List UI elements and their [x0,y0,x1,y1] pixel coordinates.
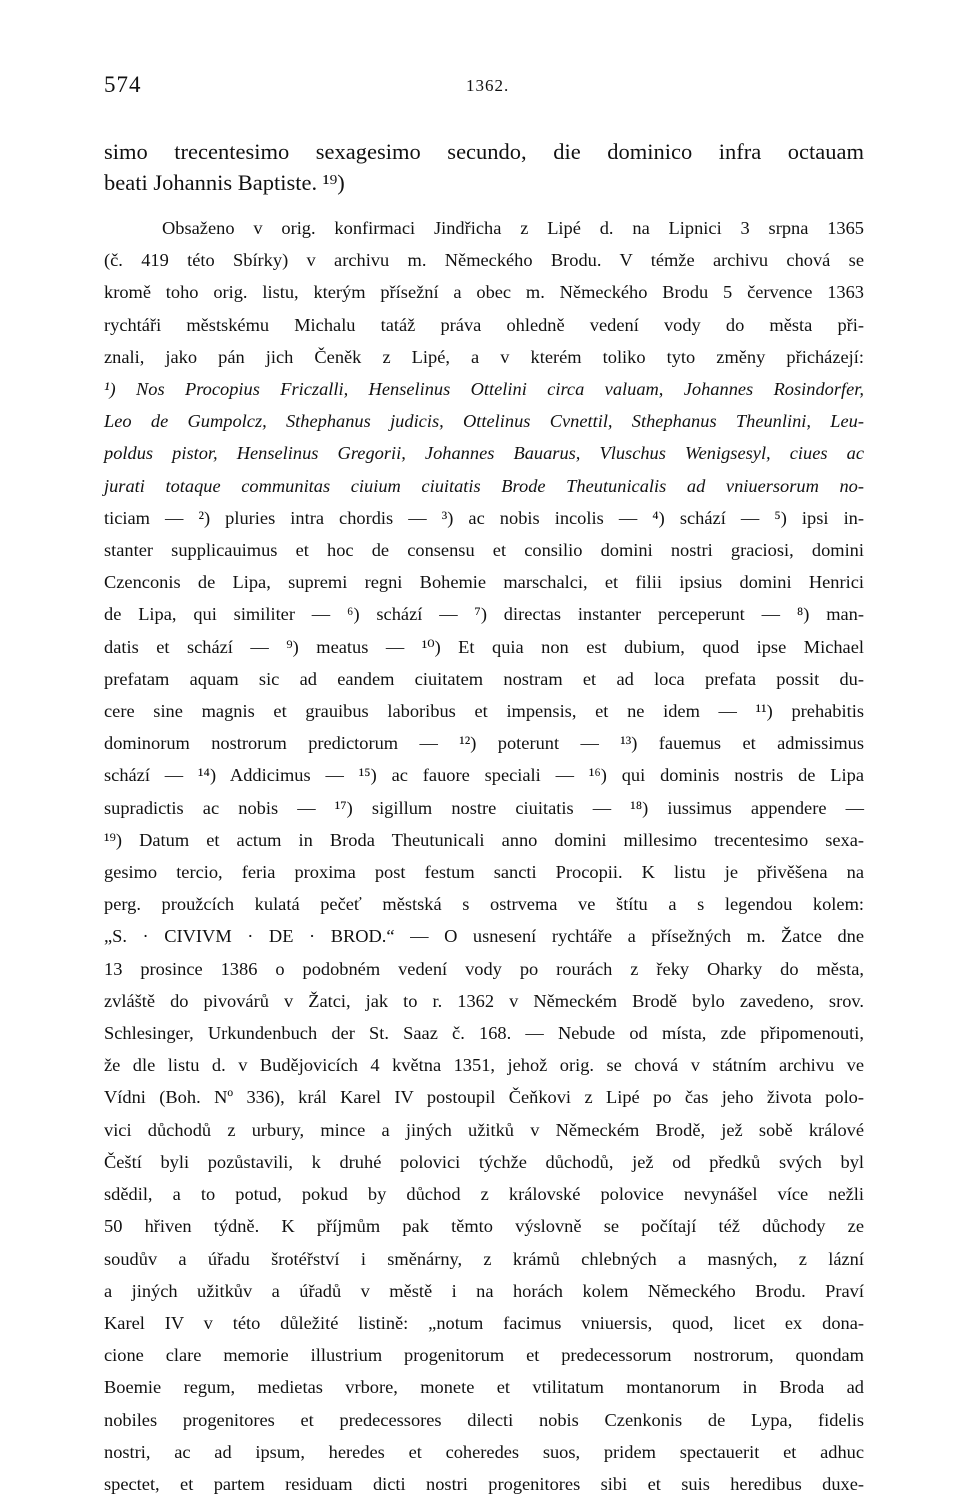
note-line: znali, jako pán jich Čeněk z Lipé, a v kterém toliko tyto změny přicházejí: [104,346,864,367]
running-head-year: 1362. [466,76,510,95]
note-line: dominorum nostrorum predictorum — ¹²) poterunt — ¹³) fauemus et admissimus [104,733,864,754]
note-line: de Lipa, qui similiter — ⁶) schází — ⁷) directas instanter perceperunt — ⁸) man- [104,604,864,625]
note-line: ticiam — ²) pluries intra chordis — ³) ac nobis incolis — ⁴) schází — ⁵) ipsi in- [104,507,864,528]
note-line: kromě toho orig. listu, kterým přísežní a obec m. Německého Brodu 5 července 1363 [104,282,864,303]
note-line: Vídni (Boh. Nº 336), král Karel IV postoupil Čeňkovi z Lipé po čas jeho života polo- [104,1087,864,1108]
note-line: a jiných užitkův a úřadů v městě i na horách kolem Německého Brodu. Praví [104,1280,864,1301]
note-line: Leo de Gumpolcz, Sthephanus judicis, Ottelinus Cvnettil, Sthephanus Theunlini, Leu- [104,411,864,432]
note-line: Obsaženo v orig. konfirmaci Jindřicha z Lipé d. na Lipnici 3 srpna 1365 [162,218,864,238]
note-line: datis et schází — ⁹) meatus — ¹⁰) Et quia non est dubium, quod ipse Michael [104,636,864,657]
note-line: nostri, ac ad ipsum, heredes et coheredes suos, pridem spectauerit et adhuc [104,1441,864,1462]
note-line: gesimo tercio, feria proxima post festum sancti Procopii. K listu je přivěšena na [104,862,864,883]
note-line: „S. · CIVIVM · DE · BROD.“ — O usnesení rychtáře a přísežných m. Žatce dne [104,926,864,947]
note-line: Schlesinger, Urkundenbuch der St. Saaz č. 168. — Nebude od místa, zde připomenouti, [104,1023,864,1044]
note-line: že dle listu d. v Budějovicích 4 května 1351, jehož orig. se chová v státním archivu ve [104,1055,864,1076]
note-line: cione clare memorie illustrium progenitorum et predecessorum nostrorum, quondam [104,1345,864,1366]
note-line: Boemie regum, medietas vrbore, monete et vtilitatum montanorum in Broda ad [104,1377,864,1398]
note-line: rychtáři městskému Michalu tatáž práva ohledně vedení vody do města při- [104,314,864,335]
note-line: Czenconis de Lipa, supremi regni Bohemie marschalci, et filii ipsius domini Henrici [104,572,864,593]
note-line: (č. 419 této Sbírky) v archivu m. Německého Brodu. V témže archivu chová se [104,250,864,271]
note-line: zvláště do pivovárů v Žatci, jak to r. 1362 v Německém Brodě bylo zavedeno, srov. [104,990,864,1011]
page-number: 574 [104,72,142,97]
note-line: perg. proužcích kulatá pečeť městská s ostrvema ve štítu a s legendou kolem: [104,894,864,915]
note-line: spectet, et partem residuam dicti nostri progenitores sibi et suis heredibus duxe- [104,1473,864,1494]
note-line: stanter supplicauimus et hoc de consensu et consilio domini nostri graciosi, domini [104,540,864,561]
note-line: ¹⁹) Datum et actum in Broda Theutunicali anno domini millesimo trecentesimo sexa- [104,829,864,850]
main-text-line: beati Johannis Baptiste. ¹⁹) [104,170,345,195]
main-text [104,136,864,198]
note-line: supradictis ac nobis — ¹⁷) sigillum nostre ciuitatis — ¹⁸) iussimus appendere — [104,797,864,818]
note-line: vici důchodů z urbury, mince a jiných užitků v Německém Brodě, jež sobě králové [104,1119,864,1140]
main-text-line: simo trecentesimo sexagesimo secundo, die dominico infra octauam [104,139,864,164]
note-line: 13 prosince 1386 o podobném vedení vody po rourách z řeky Oharky do města, [104,958,864,979]
note-line: poldus pistor, Henselinus Gregorii, Johannes Bauarus, Vluschus Wenigsesyl, ciues ac [104,443,864,464]
note-line: prefatam aquam sic ad eandem ciuitatem nostram et ad loca prefata possit du- [104,668,864,689]
note-line: nobiles progenitores et predecessores dilecti nobis Czenkonis de Lypa, fidelis [104,1409,864,1430]
editorial-note [104,212,864,1500]
note-line: jurati totaque communitas ciuium ciuitatis Brode Theutunicalis ad vniuersorum no- [104,475,864,496]
note-line: schází — ¹⁴) Addicimus — ¹⁵) ac fauore speciali — ¹⁶) qui dominis nostris de Lipa [104,765,864,786]
note-line: 50 hřiven týdně. K příjmům pak těmto výslovně se počítají též důchody ze [104,1216,864,1237]
note-line: cere sine magnis et grauibus laboribus et impensis, et ne idem — ¹¹) prehabitis [104,701,864,722]
note-line: soudův a úřadu šrotéřství i směnárny, z krámů chlebných a masných, z lázní [104,1248,864,1269]
note-line: Karel IV v této důležité listině: „notum facimus vniuersis, quod, licet ex dona- [104,1312,864,1333]
note-line: sdědil, a to potud, pokud by důchod z královské polovice nevynášel více nežli [104,1184,864,1205]
note-line: ¹) Nos Procopius Friczalli, Henselinus Ottelini circa valuam, Johannes Rosindorfer, [104,379,864,400]
note-line: Čeští byli pozůstavili, k druhé polovici týchže důchodů, jež od předků svých byl [104,1151,864,1172]
page-header [104,72,864,104]
